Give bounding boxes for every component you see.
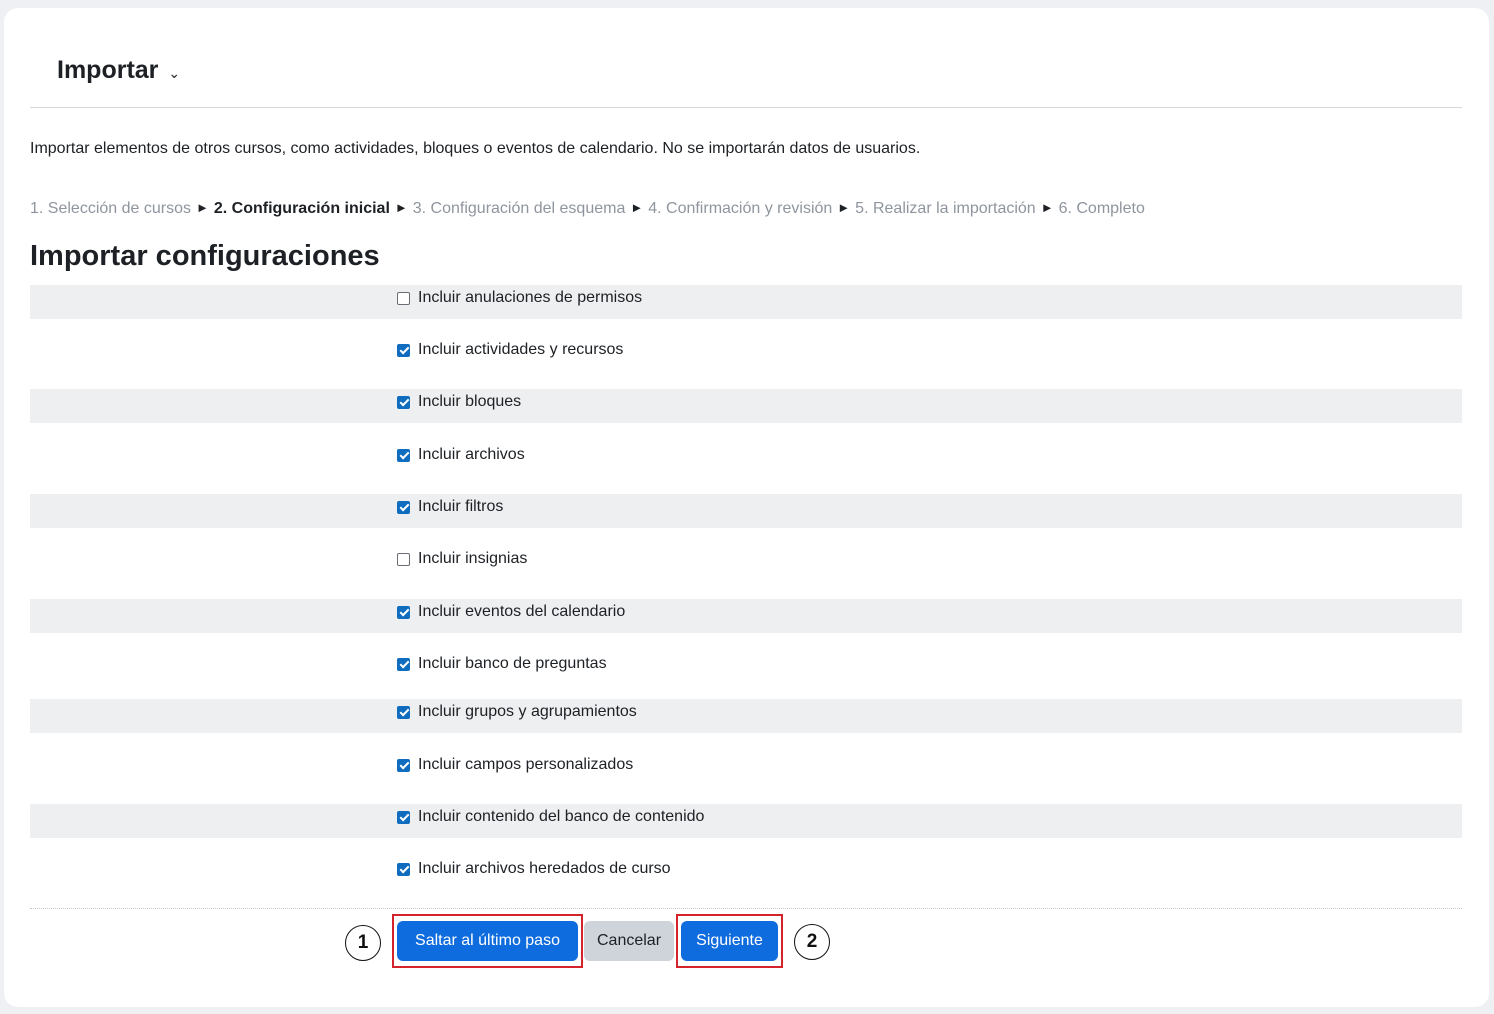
setting-label: Incluir banco de preguntas — [418, 655, 607, 672]
setting-checkbox[interactable] — [397, 396, 410, 409]
callout-1-badge: 1 — [345, 925, 381, 961]
setting-option[interactable] — [397, 393, 521, 411]
setting-row — [30, 546, 1462, 580]
step-4: 4. Confirmación y revisión — [648, 200, 833, 217]
callout-2-badge: 2 — [794, 924, 830, 960]
setting-checkbox[interactable] — [397, 449, 410, 462]
setting-checkbox[interactable] — [397, 811, 410, 824]
setting-checkbox[interactable] — [397, 658, 410, 671]
setting-label: Incluir grupos y agrupamientos — [418, 703, 637, 720]
step-3: 3. Configuración del esquema — [412, 200, 626, 217]
setting-option[interactable] — [397, 498, 503, 516]
setting-checkbox[interactable] — [397, 606, 410, 619]
setting-row — [30, 337, 1462, 371]
setting-label: Incluir eventos del calendario — [418, 603, 626, 620]
step-2: 2. Configuración inicial — [213, 200, 390, 217]
setting-row — [30, 442, 1462, 476]
step-separator-icon: ► — [837, 200, 851, 215]
setting-checkbox[interactable] — [397, 292, 410, 305]
setting-option[interactable] — [397, 655, 607, 673]
setting-row — [30, 494, 1462, 528]
setting-label: Incluir archivos — [418, 446, 525, 463]
setting-option[interactable] — [397, 603, 625, 621]
setting-option[interactable] — [397, 860, 671, 878]
step-separator-icon: ► — [1040, 200, 1054, 215]
progress-steps — [30, 200, 1145, 218]
setting-row — [30, 651, 1462, 685]
setting-checkbox[interactable] — [397, 344, 410, 357]
step-separator-icon: ► — [630, 200, 644, 215]
setting-label: Incluir actividades y recursos — [418, 341, 624, 358]
setting-option[interactable] — [397, 703, 637, 721]
setting-label: Incluir anulaciones de permisos — [418, 289, 643, 306]
setting-label: Incluir archivos heredados de curso — [418, 860, 671, 877]
step-6: 6. Completo — [1058, 200, 1145, 217]
setting-option[interactable] — [397, 289, 642, 307]
form-divider — [30, 908, 1462, 909]
setting-label: Incluir bloques — [418, 393, 522, 410]
setting-option[interactable] — [397, 550, 527, 568]
setting-option[interactable] — [397, 756, 633, 774]
setting-checkbox[interactable] — [397, 863, 410, 876]
skip-to-last-step-button[interactable]: Saltar al último paso — [397, 921, 578, 961]
setting-option[interactable] — [397, 446, 525, 464]
setting-row — [30, 699, 1462, 733]
setting-checkbox[interactable] — [397, 759, 410, 772]
setting-row — [30, 285, 1462, 319]
setting-row — [30, 752, 1462, 786]
setting-checkbox[interactable] — [397, 553, 410, 566]
setting-checkbox[interactable] — [397, 501, 410, 514]
setting-label: Incluir filtros — [418, 498, 504, 515]
page-header[interactable] — [57, 52, 180, 88]
step-1: 1. Selección de cursos — [30, 200, 191, 217]
setting-label: Incluir insignias — [418, 550, 528, 567]
next-button[interactable]: Siguiente — [681, 921, 778, 961]
setting-row — [30, 599, 1462, 633]
setting-row — [30, 804, 1462, 838]
step-separator-icon: ► — [195, 200, 209, 215]
setting-option[interactable] — [397, 341, 623, 359]
cancel-button[interactable]: Cancelar — [584, 921, 674, 961]
section-title: Importar configuraciones — [30, 240, 380, 272]
step-5: 5. Realizar la importación — [855, 200, 1036, 217]
header-divider — [30, 107, 1462, 108]
setting-row — [30, 389, 1462, 423]
setting-label: Incluir contenido del banco de contenido — [418, 808, 705, 825]
setting-checkbox[interactable] — [397, 706, 410, 719]
setting-option[interactable] — [397, 808, 704, 826]
setting-row — [30, 856, 1462, 890]
intro-text: Importar elementos de otros cursos, como actividades, bloques o eventos de calendario. No se importarán datos de usuarios. — [30, 140, 921, 157]
setting-label: Incluir campos personalizados — [418, 756, 634, 773]
chevron-down-icon[interactable]: ⌄ — [168, 64, 181, 81]
page-title: Importar — [57, 55, 159, 84]
step-separator-icon: ► — [394, 200, 408, 215]
